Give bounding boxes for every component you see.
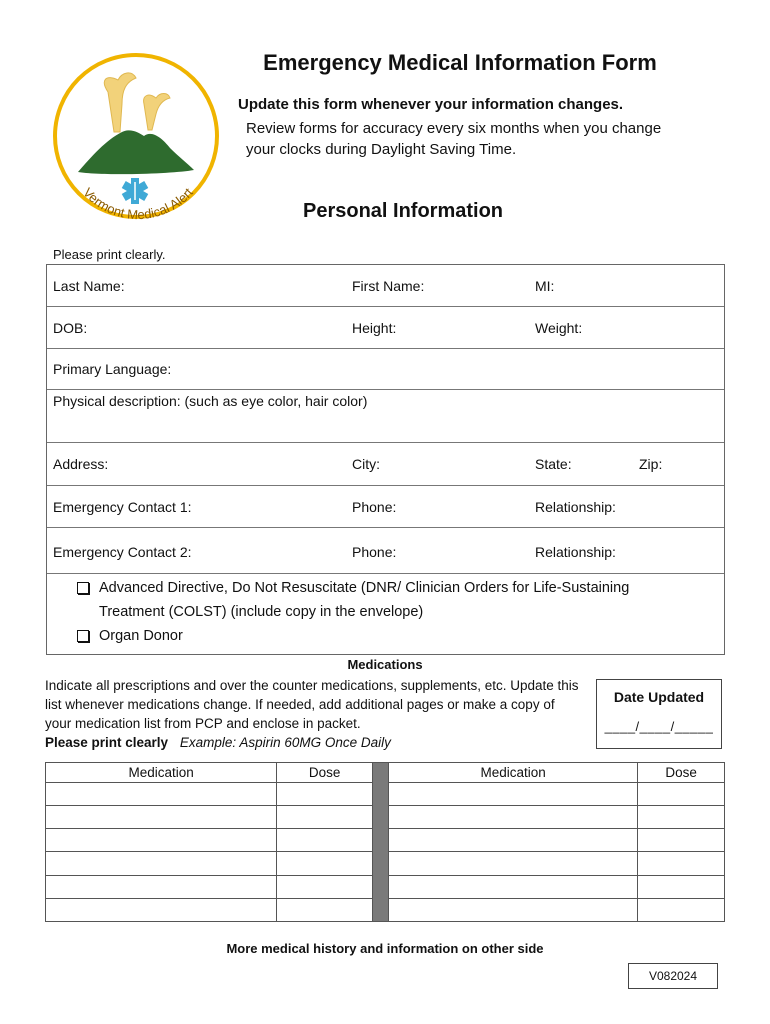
first-name-field[interactable]: First Name:	[352, 278, 425, 294]
medications-heading: Medications	[347, 657, 423, 672]
dose-column-header: Dose	[638, 763, 725, 783]
address-field[interactable]: Address:	[53, 456, 109, 472]
medication-cell[interactable]	[46, 898, 277, 921]
medication-column-header: Medication	[388, 763, 637, 783]
dose-cell[interactable]	[277, 852, 373, 875]
advanced-directive-option[interactable]	[77, 576, 689, 624]
footer-note: More medical history and information on other side	[226, 941, 544, 956]
table-header-row	[46, 763, 725, 783]
dose-cell[interactable]	[638, 783, 725, 806]
review-instruction: Review forms for accuracy every six months when you change your clocks during Daylight Saving Time.	[246, 120, 662, 158]
organ-donor-label: Organ Donor	[99, 628, 183, 644]
dose-cell[interactable]	[277, 898, 373, 921]
medication-cell[interactable]	[388, 852, 637, 875]
column-separator	[373, 763, 389, 922]
dose-cell[interactable]	[638, 806, 725, 829]
date-updated-label: Date Updated	[613, 689, 705, 705]
medication-cell[interactable]	[46, 875, 277, 898]
print-clearly-note: Please print clearly.	[53, 247, 166, 262]
zip-field[interactable]: Zip:	[639, 456, 663, 472]
medication-cell[interactable]	[388, 783, 637, 806]
dose-column-header: Dose	[277, 763, 373, 783]
emergency-contact-1-field[interactable]: Emergency Contact 1:	[53, 499, 192, 515]
phone-1-field[interactable]: Phone:	[352, 499, 397, 515]
medication-cell[interactable]	[388, 875, 637, 898]
phone-2-field[interactable]: Phone:	[352, 544, 397, 560]
medication-cell[interactable]	[388, 806, 637, 829]
primary-language-field[interactable]: Primary Language:	[53, 361, 172, 377]
medication-cell[interactable]	[46, 829, 277, 852]
height-field[interactable]: Height:	[352, 320, 397, 336]
date-updated-box[interactable]	[596, 679, 722, 749]
dose-cell[interactable]	[277, 875, 373, 898]
update-instruction: Update this form whenever your information changes.	[238, 96, 624, 113]
advanced-directive-label: Advanced Directive, Do Not Resuscitate (DNR/ Clinician Orders for Life-Sustaining Treatment (COLST) (include copy in the envelope)	[99, 580, 630, 620]
relationship-1-field[interactable]: Relationship:	[535, 499, 616, 515]
last-name-field[interactable]: Last Name:	[53, 278, 125, 294]
mi-field[interactable]: MI:	[535, 278, 555, 294]
dob-field[interactable]: DOB:	[53, 320, 88, 336]
dose-cell[interactable]	[638, 875, 725, 898]
organ-donor-option[interactable]	[77, 624, 689, 648]
medications-instructions	[45, 676, 605, 752]
personal-information-box	[46, 264, 725, 655]
city-field[interactable]: City:	[352, 456, 380, 472]
personal-information-heading: Personal Information	[302, 200, 504, 222]
medication-cell[interactable]	[388, 829, 637, 852]
relationship-2-field[interactable]: Relationship:	[535, 544, 616, 560]
physical-description-field[interactable]: Physical description: (such as eye color, hair color)	[53, 393, 368, 409]
checkbox-icon[interactable]	[77, 630, 89, 642]
version-code: V082024	[628, 963, 718, 989]
form-title: Emergency Medical Information Form	[263, 50, 657, 75]
dose-cell[interactable]	[638, 898, 725, 921]
medications-instruction-text: Indicate all prescriptions and over the counter medications, supplements, etc. Update this list whenever medications change. If needed, add additional pages or make a copy of your medication list from PCP and enclose in packet.	[45, 678, 579, 731]
dose-cell[interactable]	[638, 852, 725, 875]
weight-field[interactable]: Weight:	[535, 320, 583, 336]
medication-cell[interactable]	[46, 783, 277, 806]
dose-cell[interactable]	[277, 806, 373, 829]
checkbox-icon[interactable]	[77, 582, 89, 594]
checkbox-list	[77, 576, 689, 648]
medication-cell[interactable]	[46, 806, 277, 829]
medication-column-header: Medication	[46, 763, 277, 783]
medication-cell[interactable]	[388, 898, 637, 921]
medication-table	[45, 762, 725, 922]
logo-text: Vermont Medical Alert	[80, 184, 196, 220]
vermont-medical-alert-logo	[52, 52, 220, 220]
medication-cell[interactable]	[46, 852, 277, 875]
emergency-contact-2-field[interactable]: Emergency Contact 2:	[53, 544, 192, 560]
dose-cell[interactable]	[638, 829, 725, 852]
print-clearly-label: Please print clearly	[45, 735, 169, 750]
example-text: Example: Aspirin 60MG Once Daily	[179, 735, 391, 750]
date-updated-value[interactable]: ____/____/_____	[604, 719, 714, 734]
dose-cell[interactable]	[277, 783, 373, 806]
dose-cell[interactable]	[277, 829, 373, 852]
state-field[interactable]: State:	[535, 456, 572, 472]
